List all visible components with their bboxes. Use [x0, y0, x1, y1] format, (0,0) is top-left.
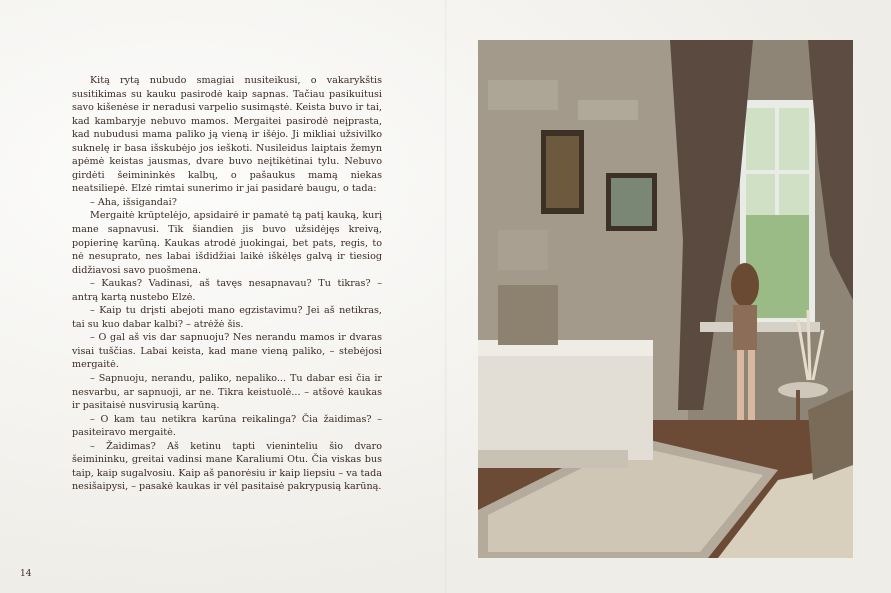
paragraph: – Aha, išsigandai? [90, 196, 177, 208]
paragraph: – Kaukas? Vadinasi, aš tavęs nesapnavau? Tu tikras? – antrą kartą nustebo Elzė. [72, 278, 382, 303]
illustration-photo [478, 40, 853, 558]
paragraph: – Sapnuoju, nerandu, paliko, nepaliko... Tu dabar esi čia ir nesvarbu, ar sapnuoji, ar ne. Tikra keistuolė... – atšovė kaukas ir pasitaisė nusvirusią karūną. [72, 373, 382, 412]
page-gutter [445, 0, 447, 593]
photo-illustration-icon [478, 40, 853, 558]
paragraph: Mergaitė krūptelėjo, apsidairė ir pamatė tą patį kauką, kurį mane sapnavusi. Tik šiandien jis buvo užsidėjęs kreivą, popierinę karūną. Kaukas atrodė juokingai, bet pats, regis, to nė nesuprato, nes labai išdidžiai laikė iškėlęs galvą ir tiesiog didžiavosi savo puošmena. [72, 210, 382, 276]
paragraph: – O kam tau netikra karūna reikalinga? Čia žaidimas? – pasiteiravo mergaitė. [72, 413, 382, 439]
paragraph: – Žaidimas? Aš ketinu tapti vieninteliu šio dvaro šeimininku, greitai vadinsi mane Karaliumi Otu. Čia viskas bus taip, kaip sugalvosiu. Kaip aš panorėsiu ir kaip liepsiu – va tada nesišaipysi, – pasakė kaukas ir vėl pasitaisė pakrypusią karūną. [72, 440, 382, 493]
paragraph: – Kaip tu drįsti abejoti mano egzistavimu? Jei aš netikras, tai su kuo dabar kalbi? – atrėžė šis. [72, 305, 382, 330]
paragraph: Kitą rytą nubudo smagiai nusiteikusi, o vakarykštis susitikimas su kauku pasirodė kaip sapnas. Tačiau pasikuitusi savo kišenėse ir neradusi varpelio susimąstė. Keista buvo ir tai, kad kambaryje nebuvo mamos. Mergaitei pasirodė neįprasta, kad nubudusi mama paliko ją vieną ir išėjo. Ji mikliai užsivilko suknelę ir basa išskubėjo jos ieškoti. Nusileidus laiptais žemyn apėmė keistas jausmas, dvare buvo neįtikėtinai tylu. Nebuvo girdėti šeimininkės kalbų, o pašaukus mamą niekas neatsiliepė. Elzė rimtai sunerimo ir jai pasidarė baugu, o tada: [72, 75, 382, 195]
paragraph: – O gal aš vis dar sapnuoju? Nes nerandu mamos ir dvaras visai tuščias. Labai keista, kad mane vieną paliko, – stebėjosi mergaitė. [72, 332, 382, 371]
story-text [72, 74, 382, 494]
page-number: 14 [20, 569, 32, 579]
